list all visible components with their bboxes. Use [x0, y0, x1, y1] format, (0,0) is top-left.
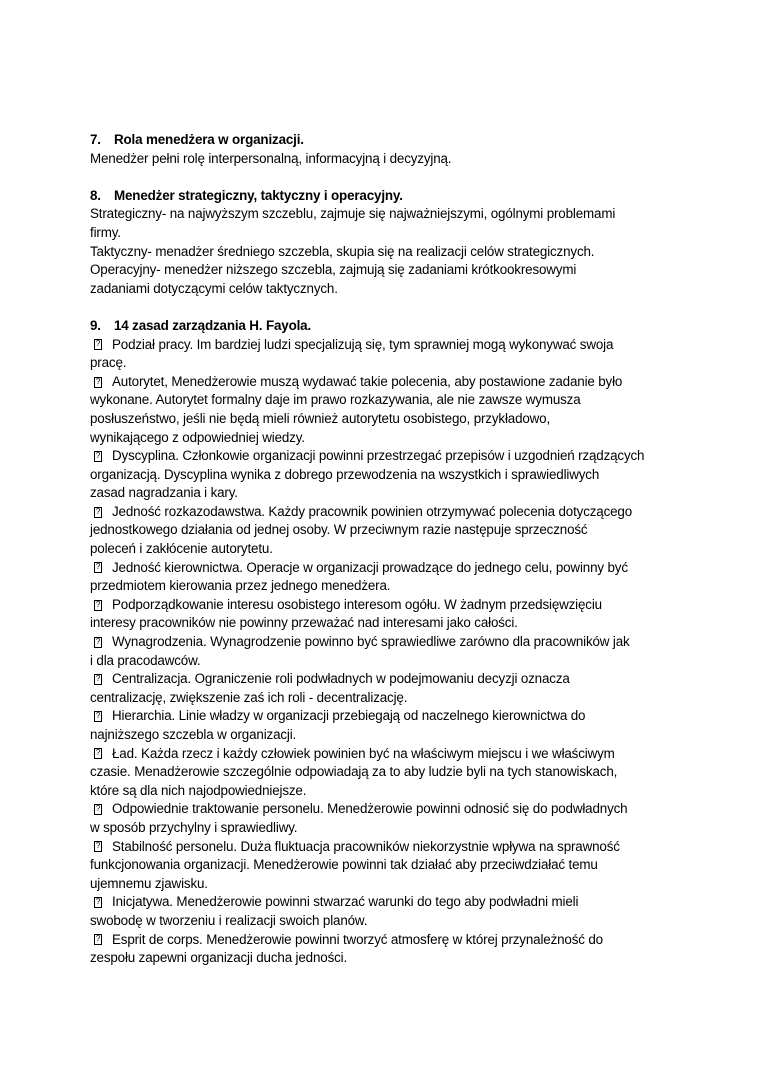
- principle-text: Stabilność personelu. Duża fluktuacja pracowników niekorzystnie wpływa na sprawność: [112, 838, 620, 854]
- principle-first-line: [90, 596, 680, 615]
- paragraph-line: firmy.: [90, 224, 121, 240]
- principle-text: Podporządkowanie interesu osobistego interesom ogółu. W żadnym przedsięwzięciu: [112, 596, 602, 612]
- missing-glyph-icon: [94, 451, 102, 462]
- section-number: 8.: [90, 187, 101, 203]
- principle-item: [90, 373, 680, 447]
- principle-text: Podział pracy. Im bardziej ludzi specjalizują się, tym sprawniej mogą wykonywać swoja: [112, 336, 614, 352]
- principle-item: [90, 707, 680, 744]
- principle-first-line: [90, 838, 680, 857]
- principle-line: posłuszeństwo, jeśli nie będą mieli również autorytetu osobistego, przykładowo,: [90, 410, 551, 426]
- principle-first-line: [90, 336, 680, 355]
- missing-glyph-icon: [94, 841, 102, 852]
- principle-text: Wynagrodzenia. Wynagrodzenie powinno być sprawiedliwe zarówno dla pracowników jak: [112, 634, 630, 650]
- paragraph-line: zadaniami dotyczącymi celów taktycznych.: [90, 280, 338, 296]
- principle-line: interesy pracowników nie powinny przeważać nad interesami jako całości.: [90, 615, 518, 631]
- principle-item: [90, 800, 680, 837]
- principle-line: zasad nagradzania i kary.: [90, 485, 238, 501]
- principle-line: jednostkowego działania od jednej osoby. W przeciwnym razie następuje sprzeczność: [90, 522, 588, 538]
- principle-text: Hierarchia. Linie władzy w organizacji przebiegają od naczelnego kierownictwa do: [112, 708, 586, 724]
- missing-glyph-icon: [94, 748, 102, 759]
- missing-glyph-icon: [94, 562, 102, 573]
- principle-item: [90, 931, 680, 968]
- principle-first-line: [90, 373, 680, 392]
- principle-first-line: [90, 503, 680, 522]
- principle-item: [90, 670, 680, 707]
- missing-glyph-icon: [94, 934, 102, 945]
- principle-item: [90, 838, 680, 894]
- principle-text: Autorytet, Menedżerowie muszą wydawać takie polecenia, aby postawione zadanie było: [112, 373, 623, 389]
- principle-first-line: [90, 633, 680, 652]
- principle-item: [90, 745, 680, 801]
- principle-first-line: [90, 707, 680, 726]
- section-heading: [90, 187, 680, 206]
- principles-list: [90, 336, 680, 968]
- paragraph-line: Operacyjny- menedżer niższego szczebla, zajmują się zadaniami krótkookresowymi: [90, 262, 577, 278]
- principle-line: ujemnemu zjawisku.: [90, 875, 208, 891]
- missing-glyph-icon: [94, 377, 102, 388]
- missing-glyph-icon: [94, 339, 102, 350]
- principle-line: swobodę w tworzeniu i realizacji swoich planów.: [90, 912, 368, 928]
- blank-line: [90, 168, 680, 187]
- section-heading: [90, 131, 680, 150]
- principle-first-line: [90, 745, 680, 764]
- principle-line: najniższego szczebla w organizacji.: [90, 727, 297, 742]
- principle-item: [90, 596, 680, 633]
- principle-first-line: [90, 670, 680, 689]
- principle-line: przedmiotem kierowania przez jednego menedżera.: [90, 578, 391, 594]
- principle-line: wykonane. Autorytet formalny daje im prawo rozkazywania, ale nie zawsze wymusza: [90, 392, 581, 408]
- principle-first-line: [90, 931, 680, 950]
- missing-glyph-icon: [94, 804, 102, 815]
- principle-line: w sposób przychylny i sprawiedliwy.: [90, 819, 298, 835]
- principle-text: Inicjatywa. Menedżerowie powinni stwarzać warunki do tego aby podwładni mieli: [112, 894, 579, 910]
- missing-glyph-icon: [94, 711, 102, 722]
- principle-first-line: [90, 447, 680, 466]
- principle-line: zespołu zapewni organizacji ducha jedności.: [90, 950, 348, 966]
- principle-first-line: [90, 800, 680, 819]
- section-title: 14 zasad zarządzania H. Fayola.: [114, 317, 312, 333]
- principle-line: które są dla nich najodpowiedniejsze.: [90, 782, 307, 798]
- missing-glyph-icon: [94, 637, 102, 648]
- document-page: [90, 131, 680, 968]
- principle-first-line: [90, 559, 680, 578]
- principle-item: [90, 559, 680, 596]
- principle-line: czasie. Menadżerowie szczególnie odpowiadają za to aby ludzie byli na tych stanowiskach,: [90, 764, 618, 780]
- principle-text: Jedność kierownictwa. Operacje w organizacji prowadzące do jednego celu, powinny być: [112, 559, 628, 575]
- principle-item: [90, 893, 680, 930]
- paragraph-line: Menedżer pełni rolę interpersonalną, informacyjną i decyzyjną.: [90, 150, 452, 166]
- blank-line: [90, 298, 680, 317]
- principle-text: Odpowiednie traktowanie personelu. Menedżerowie powinni odnosić się do podwładnych: [112, 801, 628, 817]
- principle-text: Centralizacja. Ograniczenie roli podwładnych w podejmowaniu decyzji oznacza: [112, 671, 570, 687]
- principle-text: Dyscyplina. Członkowie organizacji powinni przestrzegać przepisów i uzgodnień rządzących: [112, 448, 645, 464]
- principle-text: Ład. Każda rzecz i każdy człowiek powinien być na właściwym miejscu i we właściwym: [112, 745, 615, 761]
- principle-item: [90, 503, 680, 559]
- paragraph-line: Taktyczny- menadżer średniego szczebla, skupia się na realizacji celów strategicznych.: [90, 243, 595, 259]
- principle-item: [90, 336, 680, 373]
- missing-glyph-icon: [94, 600, 102, 611]
- principle-line: centralizację, zwiększenie zaś ich roli - decentralizację.: [90, 689, 408, 705]
- section-number: 9.: [90, 317, 101, 333]
- principle-text: Jedność rozkazodawstwa. Każdy pracownik powinien otrzymywać polecenia dotyczącego: [112, 503, 633, 519]
- principle-item: [90, 447, 680, 503]
- principle-first-line: [90, 893, 680, 912]
- principle-text: Esprit de corps. Menedżerowie powinni tworzyć atmosferę w której przynależność do: [112, 931, 603, 947]
- principle-item: [90, 633, 680, 670]
- missing-glyph-icon: [94, 507, 102, 518]
- missing-glyph-icon: [94, 897, 102, 908]
- section-title: Rola menedżera w organizacji.: [114, 132, 304, 147]
- paragraph-line: Strategiczny- na najwyższym szczeblu, zajmuje się najważniejszymi, ogólnymi problemami: [90, 206, 616, 222]
- principle-line: funkcjonowania organizacji. Menedżerowie powinni tak działać aby przeciwdziałać temu: [90, 857, 598, 873]
- principle-line: organizacją. Dyscyplina wynika z dobrego przewodzenia na wszystkich i sprawiedliwych: [90, 466, 600, 482]
- principle-line: pracę.: [90, 355, 127, 371]
- section-title: Menedżer strategiczny, taktyczny i operacyjny.: [114, 187, 403, 203]
- principle-line: i dla pracodawców.: [90, 652, 201, 668]
- missing-glyph-icon: [94, 674, 102, 685]
- principle-line: poleceń i zakłócenie autorytetu.: [90, 541, 273, 557]
- principle-line: wynikającego z odpowiedniej wiedzy.: [90, 429, 305, 445]
- section-heading: [90, 317, 680, 336]
- section-number: 7.: [90, 132, 101, 147]
